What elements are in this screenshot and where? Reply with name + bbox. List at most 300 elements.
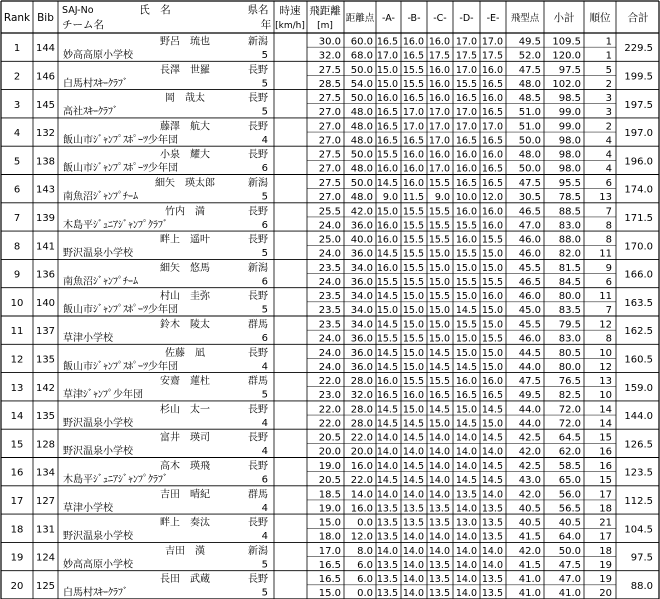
- judge-a-score: 15.5: [376, 149, 398, 161]
- round-subtotal: 98.0: [558, 135, 581, 147]
- total-score: 159.0: [624, 382, 653, 394]
- style-points: 49.5: [518, 36, 541, 48]
- judge-a-score: 14.0: [376, 446, 398, 458]
- judge-b-score: 15.0: [402, 319, 424, 331]
- judge-e-score: 14.0: [481, 489, 503, 501]
- round-subtotal: 78.5: [558, 192, 581, 203]
- judge-e-score: 16.5: [481, 78, 503, 90]
- rank-cell: 2: [13, 71, 21, 83]
- round-subtotal: 47.0: [558, 574, 581, 586]
- distance-points: 12.0: [350, 531, 373, 543]
- judge-e-score: 14.0: [481, 559, 503, 571]
- judge-e-score: 15.0: [481, 262, 503, 274]
- jump-distance: 19.0: [318, 461, 341, 472]
- style-points: 46.0: [518, 333, 541, 345]
- distance-points: 0.0: [357, 517, 373, 529]
- jump-distance: 27.5: [318, 149, 341, 161]
- round-subtotal: 88.5: [558, 206, 581, 218]
- style-points: 45.0: [518, 305, 541, 317]
- total-header: 合計: [627, 12, 649, 24]
- round-rank: 5: [605, 64, 612, 76]
- total-score: 88.0: [630, 580, 653, 592]
- judge-c-score: 15.5: [428, 178, 450, 189]
- round-subtotal: 84.5: [558, 276, 581, 288]
- prefecture: 長野: [248, 432, 268, 444]
- table-row: [11, 346, 653, 373]
- judge-e-score: 15.0: [481, 319, 503, 331]
- prefecture: 群馬: [248, 376, 268, 388]
- jump-distance: 22.0: [318, 376, 341, 388]
- round-subtotal: 81.5: [558, 262, 581, 274]
- judge-e-score: 14.0: [481, 446, 503, 458]
- judge-a-score: 16.0: [376, 220, 398, 232]
- round-rank: 19: [599, 559, 612, 571]
- team-name: 木島平ｼﾞｭﾆｱｼﾞｬﾝﾌﾟｸﾗﾌﾞ: [63, 474, 168, 486]
- jump-distance: 25.0: [318, 234, 341, 246]
- distance-points: 8.0: [357, 545, 373, 557]
- bib-cell: 134: [35, 467, 56, 479]
- judge-d-score: 16.5: [455, 178, 477, 189]
- judge-e-score: 13.5: [481, 574, 503, 586]
- distance-points: 22.0: [350, 475, 373, 486]
- rank-cell: 14: [10, 411, 24, 423]
- judge-d-score: 15.0: [455, 333, 477, 345]
- total-score: 97.5: [630, 552, 653, 564]
- distance-points: 22.0: [350, 432, 373, 444]
- round-rank: 20: [599, 588, 612, 599]
- round-rank: 1: [605, 36, 612, 48]
- round-subtotal: 47.5: [558, 559, 581, 571]
- judge-c-score: 13.5: [428, 503, 450, 515]
- round-subtotal: 65.0: [558, 475, 581, 486]
- judge-c-score: 15.0: [428, 248, 450, 260]
- jump-distance: 27.0: [318, 107, 341, 119]
- wind-header: 時速: [279, 5, 301, 17]
- style-points: 47.5: [518, 178, 541, 189]
- rank-cell: 11: [10, 326, 24, 338]
- style-points: 40.5: [518, 503, 541, 515]
- table-header: [4, 3, 649, 31]
- judge-d-score: 16.5: [455, 390, 477, 402]
- bib-cell: 131: [35, 524, 56, 536]
- jump-distance: 24.0: [318, 361, 341, 373]
- table-row: [14, 35, 653, 62]
- judge-d-score: 16.0: [455, 234, 477, 246]
- jump-distance: 15.0: [318, 517, 341, 529]
- judge-a-score: 16.0: [376, 234, 398, 246]
- round-rank: 14: [599, 404, 612, 416]
- athlete-name: 長澤 世羅: [160, 64, 210, 76]
- team-name: 白馬村ｽｷｰｸﾗﾌﾞ: [63, 78, 128, 90]
- judge-e-score: 13.5: [481, 503, 503, 515]
- round-rank: 3: [605, 107, 612, 119]
- distance-points: 50.0: [350, 93, 373, 105]
- jump-distance: 23.5: [318, 305, 341, 317]
- distance-points: 36.0: [350, 347, 373, 359]
- team-name: 飯山市ｼﾞｬﾝﾌﾟｽﾎﾟｰﾂ少年団: [63, 163, 178, 175]
- judge-b-score: 15.0: [402, 305, 424, 317]
- judge-b-score: 15.5: [402, 276, 424, 288]
- judge-b-score: 15.5: [402, 64, 424, 76]
- distance-points: 50.0: [350, 178, 373, 189]
- round-subtotal: 82.5: [558, 390, 581, 402]
- grade: 5: [261, 559, 268, 571]
- judge-d-header: -D-: [459, 13, 474, 24]
- athlete-name: 高木 瑛飛: [160, 461, 210, 472]
- judge-c-score: 15.0: [428, 262, 450, 274]
- judge-c-score: 15.5: [428, 234, 450, 246]
- team-name: 草津ｼﾞｬﾝﾌﾟ少年団: [63, 389, 143, 401]
- table-row: [11, 402, 653, 429]
- judge-a-score: 13.5: [376, 588, 398, 599]
- judge-b-score: 15.5: [402, 376, 424, 388]
- total-score: 162.5: [624, 326, 653, 338]
- judge-d-score: 14.5: [455, 305, 477, 317]
- style-points: 41.0: [518, 574, 541, 586]
- round-rank: 18: [599, 545, 612, 557]
- judge-a-score: 16.0: [376, 262, 398, 274]
- judge-c-score: 17.0: [428, 107, 450, 119]
- table-row: [14, 176, 653, 203]
- judge-c-score: 14.5: [428, 361, 450, 373]
- wind-unit-header: [km/h]: [275, 21, 305, 31]
- judge-a-score: 16.5: [376, 135, 398, 147]
- rank-cell: 20: [10, 580, 24, 592]
- jump-distance: 24.0: [318, 248, 341, 260]
- judge-d-score: 17.0: [455, 121, 477, 133]
- round-subtotal: 95.5: [558, 178, 581, 189]
- distance-points: 28.0: [350, 376, 373, 388]
- distance-points: 48.0: [350, 107, 373, 119]
- round-rank: 13: [599, 376, 612, 388]
- judge-a-score: 16.5: [376, 121, 398, 133]
- grade: 5: [261, 191, 268, 203]
- rank-cell: 12: [10, 354, 24, 366]
- bib-cell: 127: [35, 495, 56, 507]
- round-subtotal: 88.0: [558, 234, 581, 246]
- judge-b-score: 13.5: [402, 517, 424, 529]
- judge-d-score: 16.0: [455, 206, 477, 218]
- judge-a-score: 16.0: [376, 163, 398, 175]
- distance-unit-header: [m]: [317, 21, 333, 31]
- judge-b-score: 16.0: [402, 178, 424, 189]
- judge-a-score: 13.5: [376, 559, 398, 571]
- distance-points: 6.0: [357, 559, 373, 571]
- judge-b-score: 13.5: [402, 503, 424, 515]
- rank-cell: 4: [13, 128, 21, 140]
- total-score: 171.5: [624, 212, 653, 224]
- round-subtotal: 98.5: [558, 93, 581, 105]
- athlete-name: 小泉 耀大: [160, 149, 210, 161]
- judge-d-score: 16.5: [455, 93, 477, 105]
- round-rank: 15: [599, 432, 612, 444]
- style-points: 42.5: [518, 432, 541, 444]
- athlete-name: 竹内 満: [165, 206, 205, 218]
- judge-e-score: 16.5: [481, 107, 503, 119]
- judge-c-score: 17.5: [428, 50, 450, 62]
- jump-distance: 25.5: [318, 206, 341, 218]
- round-subtotal: 64.0: [558, 531, 581, 543]
- total-score: 104.5: [624, 524, 653, 536]
- distance-points: 34.0: [350, 291, 373, 303]
- judge-c-score: 13.5: [428, 517, 450, 529]
- round-rank: 15: [599, 475, 612, 486]
- judge-d-score: 16.0: [455, 149, 477, 161]
- judge-e-score: 16.5: [481, 135, 503, 147]
- round-rank: 8: [605, 220, 612, 232]
- rank-cell: 9: [13, 269, 21, 281]
- judge-b-score: 15.0: [402, 291, 424, 303]
- judge-c-score: 13.5: [428, 559, 450, 571]
- total-score: 229.5: [624, 43, 653, 55]
- judge-d-score: 17.0: [455, 107, 477, 119]
- judge-b-score: 15.5: [402, 333, 424, 345]
- judge-b-score: 14.0: [402, 559, 424, 571]
- judge-d-score: 15.5: [455, 319, 477, 331]
- style-points: 42.5: [518, 461, 541, 472]
- judge-c-score: 16.0: [428, 64, 450, 76]
- judge-a-score: 14.0: [376, 461, 398, 472]
- jump-distance: 27.5: [318, 64, 341, 76]
- prefecture: 新潟: [248, 262, 268, 274]
- grade: 4: [261, 531, 268, 543]
- total-score: 163.5: [624, 297, 653, 309]
- grade: 5: [261, 587, 268, 599]
- judge-d-score: 15.0: [455, 404, 477, 416]
- round-subtotal: 72.0: [558, 418, 581, 430]
- distance-points: 34.0: [350, 262, 373, 274]
- round-rank: 8: [605, 234, 612, 246]
- judge-b-score: 16.0: [402, 149, 424, 161]
- jump-distance: 18.0: [318, 531, 341, 543]
- round-subtotal: 40.5: [558, 517, 581, 529]
- judge-a-score: 14.0: [376, 432, 398, 444]
- jump-distance: 27.0: [318, 192, 341, 203]
- judge-d-score: 16.0: [455, 163, 477, 175]
- round-subtotal: 83.0: [558, 220, 581, 232]
- judge-e-score: 15.0: [481, 347, 503, 359]
- distance-points: 16.0: [350, 503, 373, 515]
- grade: 5: [261, 304, 268, 316]
- bib-cell: 128: [35, 439, 56, 451]
- prefecture: 長野: [248, 517, 268, 529]
- athlete-name: 細矢 悠馬: [160, 262, 210, 274]
- judge-a-score: 16.5: [376, 390, 398, 402]
- grade: 6: [261, 163, 268, 175]
- judge-c-score: 15.5: [428, 291, 450, 303]
- round-subtotal: 50.0: [558, 545, 581, 557]
- judge-c-score: 17.0: [428, 163, 450, 175]
- jump-distance: 22.0: [318, 418, 341, 430]
- grade: 5: [261, 78, 268, 90]
- jump-distance: 18.5: [318, 489, 341, 501]
- round-rank: 19: [599, 574, 612, 586]
- prefecture: 長野: [248, 121, 268, 133]
- judge-c-score: 14.0: [428, 489, 450, 501]
- judge-b-score: 17.0: [402, 107, 424, 119]
- judge-b-score: 14.5: [402, 461, 424, 472]
- jump-distance: 19.0: [318, 503, 341, 515]
- distance-points: 40.0: [350, 234, 373, 246]
- bib-cell: 139: [35, 212, 56, 224]
- jump-distance: 20.0: [318, 446, 341, 458]
- athlete-name: 岡 哉太: [165, 93, 205, 105]
- judge-c-score: 16.0: [428, 36, 450, 48]
- judge-b-score: 15.5: [402, 248, 424, 260]
- round-rank: 16: [599, 461, 612, 472]
- judge-d-score: 14.0: [455, 588, 477, 599]
- athlete-name: 鈴木 陵太: [160, 319, 210, 331]
- judge-c-score: 14.0: [428, 446, 450, 458]
- style-points: 47.5: [518, 376, 541, 388]
- distance-points: 36.0: [350, 361, 373, 373]
- style-points: 50.0: [518, 163, 541, 175]
- team-name: 高社ｽｷｰｸﾗﾌﾞ: [63, 106, 118, 118]
- round-rank: 21: [599, 517, 612, 529]
- bib-cell: 140: [35, 297, 56, 309]
- round-rank: 4: [605, 149, 612, 161]
- round-subtotal: 98.0: [558, 149, 581, 161]
- judge-e-score: 12.0: [481, 192, 503, 203]
- judge-a-score: 14.5: [376, 178, 398, 189]
- judge-b-score: 15.0: [402, 347, 424, 359]
- judge-c-score: 16.0: [428, 93, 450, 105]
- distance-points: 20.0: [350, 446, 373, 458]
- judge-e-score: 16.5: [481, 163, 503, 175]
- round-rank: 7: [605, 206, 612, 218]
- round-rank: 2: [605, 78, 612, 90]
- judge-a-score: 15.0: [376, 206, 398, 218]
- table-row: [11, 374, 653, 401]
- round-rank: 14: [599, 418, 612, 430]
- jump-distance: 28.5: [318, 78, 341, 90]
- jump-distance: 24.0: [318, 333, 341, 345]
- judge-b-score: 15.0: [402, 361, 424, 373]
- judge-a-score: 17.0: [376, 50, 398, 62]
- athlete-name: 藤澤 航大: [160, 121, 210, 133]
- total-score: 170.0: [624, 241, 653, 253]
- judge-a-score: 13.5: [376, 503, 398, 515]
- style-points: 44.0: [518, 404, 541, 416]
- distance-points: 28.0: [350, 418, 373, 430]
- jump-distance: 24.0: [318, 220, 341, 232]
- style-points: 52.0: [518, 50, 541, 62]
- team-name: 草津小学校: [63, 333, 113, 344]
- judge-a-score: 16.5: [376, 36, 398, 48]
- judge-c-score: 15.5: [428, 376, 450, 388]
- jump-distance: 23.5: [318, 319, 341, 331]
- table-row: [11, 459, 653, 486]
- prefecture: 長野: [248, 64, 268, 76]
- athlete-name: 佐藤 凪: [165, 347, 205, 359]
- style-points: 47.5: [518, 64, 541, 76]
- judge-b-score: 11.5: [402, 192, 424, 203]
- table-row: [14, 204, 653, 231]
- distance-points: 34.0: [350, 305, 373, 317]
- jump-distance: 27.5: [318, 93, 341, 105]
- round-rank: 1: [605, 50, 612, 62]
- bib-cell: 141: [35, 241, 56, 253]
- total-score: 196.0: [624, 156, 653, 168]
- round-rank: 12: [599, 319, 612, 331]
- style-points: 48.5: [518, 93, 541, 105]
- prefecture: 長野: [248, 461, 268, 472]
- team-name: 木島平ｼﾞｭﾆｱｼﾞｬﾝﾌﾟｸﾗﾌﾞ: [63, 219, 168, 231]
- athlete-name: 村山 圭弥: [160, 291, 210, 303]
- rank-cell: 19: [10, 552, 24, 564]
- judge-e-score: 13.5: [481, 531, 503, 543]
- judge-d-score: 14.0: [455, 503, 477, 515]
- judge-c-score: 16.5: [428, 390, 450, 402]
- judge-d-score: 15.5: [455, 248, 477, 260]
- distance-points: 32.0: [350, 390, 373, 402]
- team-name: 飯山市ｼﾞｬﾝﾌﾟｽﾎﾟｰﾂ少年団: [63, 304, 178, 316]
- rank-cell: 5: [13, 156, 21, 168]
- jump-distance: 16.5: [318, 559, 341, 571]
- athlete-name: 吉田 晴紀: [160, 489, 210, 501]
- judge-e-score: 16.0: [481, 64, 503, 76]
- team-name: 白馬村ｽｷｰｸﾗﾌﾞ: [63, 587, 128, 599]
- grade: 5: [261, 106, 268, 118]
- athlete-name: 細矢 瑛太郎: [155, 178, 215, 189]
- judge-c-score: 13.5: [428, 588, 450, 599]
- grade: 4: [261, 361, 268, 373]
- judge-e-score: 13.5: [481, 517, 503, 529]
- prefecture: 長野: [248, 149, 268, 161]
- style-points: 44.5: [518, 347, 541, 359]
- judge-b-score: 14.0: [402, 574, 424, 586]
- judge-c-score: 15.0: [428, 305, 450, 317]
- style-points: 47.0: [518, 220, 541, 232]
- table-row: [11, 318, 653, 345]
- jump-distance: 15.0: [318, 588, 341, 599]
- judge-d-score: 14.5: [455, 418, 477, 430]
- judge-c-score: 16.0: [428, 149, 450, 161]
- round-rank: 13: [599, 192, 612, 203]
- judge-b-header: -B-: [407, 13, 421, 24]
- round-rank: 3: [605, 93, 612, 105]
- round-rank: 11: [599, 248, 612, 260]
- judge-d-score: 14.0: [455, 531, 477, 543]
- style-points: 46.0: [518, 248, 541, 260]
- judge-c-score: 15.0: [428, 333, 450, 345]
- style-points: 46.0: [518, 291, 541, 303]
- round-subtotal: 80.0: [558, 291, 581, 303]
- judge-c-score: 14.0: [428, 432, 450, 444]
- judge-c-score: 15.0: [428, 319, 450, 331]
- round-subtotal: 97.5: [558, 64, 581, 76]
- distance-points: 36.0: [350, 248, 373, 260]
- grade: 6: [261, 276, 268, 288]
- style-points: 48.0: [518, 78, 541, 90]
- judge-d-score: 16.5: [455, 135, 477, 147]
- team-name: 野沢温泉小学校: [63, 531, 133, 543]
- jump-distance: 23.0: [318, 390, 341, 402]
- judge-b-score: 14.0: [402, 446, 424, 458]
- judge-a-score: 15.0: [376, 64, 398, 76]
- jump-distance: 20.5: [318, 475, 341, 486]
- distance-points: 16.0: [350, 461, 373, 472]
- total-score: 197.5: [624, 99, 653, 111]
- prefecture: 群馬: [248, 489, 268, 501]
- judge-e-score: 16.5: [481, 178, 503, 189]
- round-rank: 10: [599, 347, 612, 359]
- style-points: 45.5: [518, 262, 541, 274]
- judge-b-score: 16.0: [402, 36, 424, 48]
- style-points: 41.5: [518, 531, 541, 543]
- distance-points: 36.0: [350, 276, 373, 288]
- jump-distance: 27.0: [318, 135, 341, 147]
